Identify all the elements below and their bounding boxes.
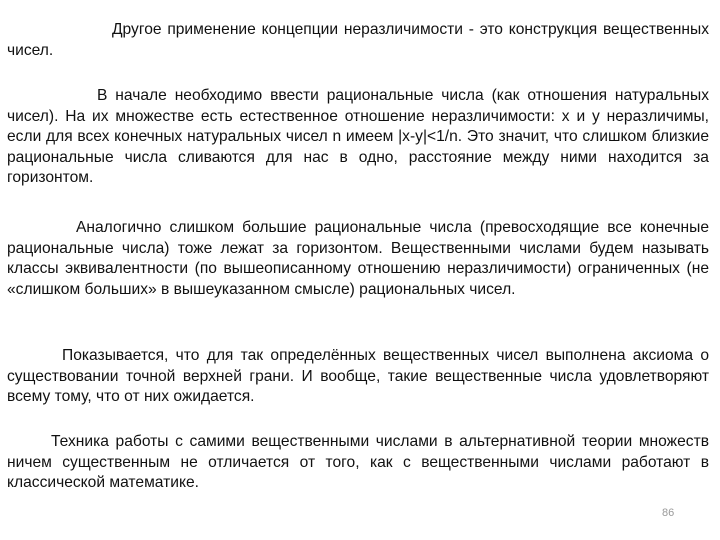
paragraph-real-numbers-intro xyxy=(7,20,709,61)
paragraph-text: Техника работы с самими вещественными числами в альтернативной теории множеств ничем существенным не отличается от того, как с вещественными числами работают в классической математике. xyxy=(7,433,709,492)
page-number: 86 xyxy=(662,507,675,519)
paragraph-large-rationals xyxy=(7,218,709,300)
paragraph-text: Показывается, что для так определённых вещественных чисел выполнена аксиома о существовании точной верхней грани. И вообще, такие вещественные числа удовлетворяют всему тому, что от них ожидается. xyxy=(7,347,709,406)
paragraph-text: Аналогично слишком большие рациональные числа (превосходящие все конечные рациональные числа) тоже лежат за горизонтом. Вещественными числами будем называть классы эквивалентности (по вышеописанному отношению неразличимости) ограниченных (не «слишком больших» в вышеуказанном смысле) рациональных чисел. xyxy=(7,219,709,298)
paragraph-technique xyxy=(7,432,709,494)
paragraph-supremum-axiom xyxy=(7,346,709,408)
paragraph-rational-numbers xyxy=(7,86,709,189)
paragraph-text: В начале необходимо ввести рациональные числа (как отношения натуральных чисел). На их множестве есть естественное отношение неразличимости: x и y неразличимы, если для всех конечных натуральных чисел n имеем |x-y|<1/n. Это значит, что слишком близкие рациональные числа сливаются для нас в одно, расстояние между ними находится за горизонтом. xyxy=(7,87,709,187)
paragraph-text: Другое применение концепции неразличимости - это конструкция вещественных чисел. xyxy=(7,21,709,59)
